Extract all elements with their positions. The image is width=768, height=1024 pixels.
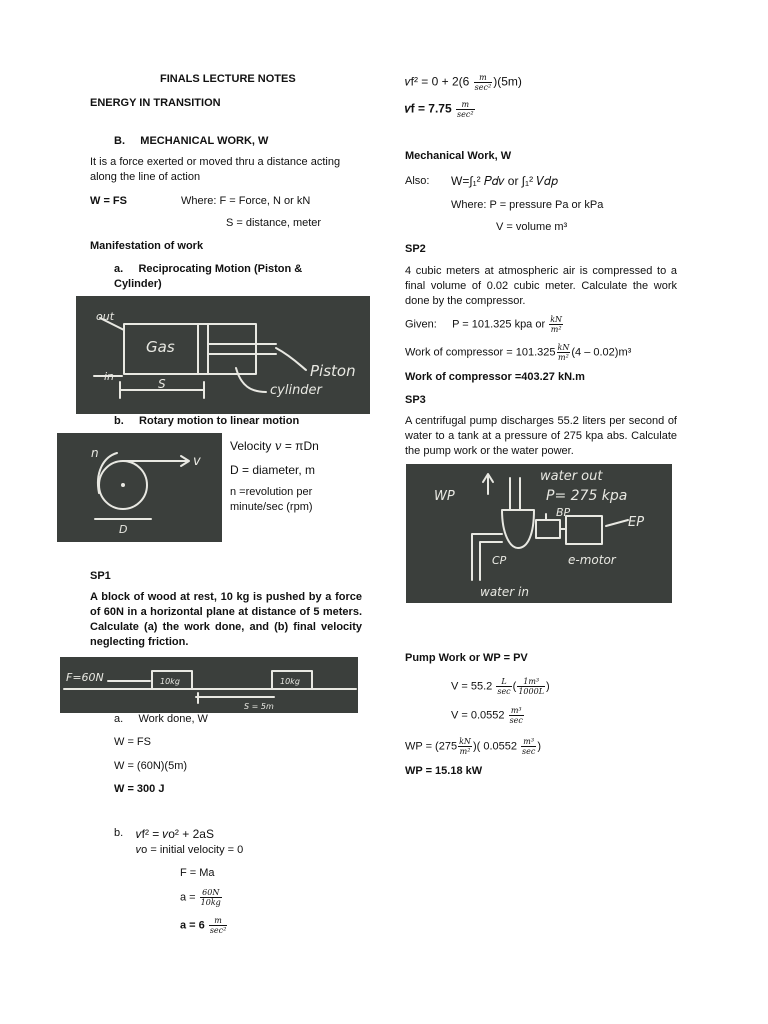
board-in-label: in [104, 370, 115, 383]
board-distance-label: S = 5m [244, 702, 274, 711]
topic-heading: ENERGY IN TRANSITION [90, 97, 221, 109]
board-cp-label: CP [492, 554, 507, 567]
sp2-heading: SP2 [405, 243, 426, 255]
pressure-definition: Where: P = pressure Pa or kPa [451, 199, 604, 211]
acceleration-result: a = 6 $\frac{m}{\text{sec²}}$ [180, 916, 227, 935]
newton-second-law: F = Ma [180, 867, 215, 879]
compressor-work-result: Work of compressor =403.27 kN.m [405, 371, 585, 383]
final-velocity-equation: 𝑣f² = 0 + 2(6 $\frac{m}{\text{sec²}}$ )(5m) [405, 73, 522, 92]
sp1-problem-text: A block of wood at rest, 10 kg is pushed by a force of 60N in a horizontal plane at distance of 5 meters. Calculate (a) the work done, and (b) final velocity neglecting friction. [90, 591, 362, 648]
volume-flow-result: V = 0.0552 $\frac{\text{m³}}{\sec}$ [451, 706, 523, 725]
piston-cylinder-photo [76, 296, 370, 414]
board-s-label: S [158, 377, 166, 391]
acceleration-formula: a = $\frac{60N}{10kg}$ [180, 888, 221, 907]
initial-velocity-note: 𝑣o = initial velocity = 0 [136, 844, 244, 856]
item-a-heading: a. Reciprocating Motion (Piston & Cylinder) [114, 263, 306, 290]
board-block2-label: 10kg [280, 677, 300, 686]
volume-flow-conversion: V = 55.2 $\frac{L}{\sec}$ ( $\frac{\text{1m³}}{1000L}$ ) [451, 677, 550, 696]
definition-text: It is a force exerted or moved thru a distance acting along the line of action [90, 156, 341, 183]
board-water-in-label: water in [480, 585, 529, 599]
board-v-label: v [193, 454, 201, 469]
board-cylinder-label: cylinder [270, 383, 322, 398]
work-calculation: W = (60N)(5m) [114, 760, 188, 772]
rotary-motion-photo [57, 433, 222, 542]
integral-formula: W=∫₁² 𝑃𝑑𝑣 or ∫₁² 𝑉𝑑𝑝 [451, 174, 558, 188]
board-d-label: D [119, 523, 128, 536]
where-distance: S = distance, meter [226, 217, 322, 229]
board-block1-label: 10kg [160, 677, 180, 686]
board-pressure-label: P= 275 kpa [546, 488, 628, 504]
board-gas-label: Gas [146, 338, 175, 356]
work-formula: W = FS [114, 736, 151, 748]
work-result: W = 300 J [114, 783, 165, 795]
board-wp-label: WP [434, 489, 455, 504]
volume-definition: V = volume m³ [496, 221, 568, 233]
item-b-heading: b. Rotary motion to linear motion [114, 415, 300, 427]
part-b-label: b. [114, 827, 124, 839]
board-piston-label: Piston [310, 362, 356, 380]
given-pressure: Given: P = 101.325 kpa or $\frac{kN}{\text{m²}}$ [405, 315, 563, 334]
board-motor-label: e-motor [568, 553, 616, 567]
page-title: FINALS LECTURE NOTES [160, 73, 296, 85]
velocity-formula: Velocity 𝑣 = πDn [230, 439, 319, 453]
board-bp-label: BP [556, 506, 571, 519]
sp3-heading: SP3 [405, 394, 426, 406]
formula-ws: W = FS [90, 195, 127, 207]
work-done-label: a. Work done, W [114, 713, 208, 725]
diameter-definition: D = diameter, m [230, 463, 316, 477]
pump-diagram-photo [406, 464, 672, 603]
where-force: Where: F = Force, N or kN [181, 195, 311, 207]
pump-work-result: WP = 15.18 kW [405, 765, 483, 777]
rpm-definition: n =revolution per minute/sec (rpm) [230, 486, 313, 513]
sp3-problem-text: A centrifugal pump discharges 55.2 liters per second of water to a tank at a pressure of 275 kpa abs. Calculate the pump work or the water power. [405, 415, 677, 457]
board-out-label: out [96, 310, 115, 323]
board-ep-label: EP [628, 515, 645, 530]
block-diagram-photo [60, 657, 358, 713]
pump-work-heading: Pump Work or WP = PV [405, 652, 528, 664]
sp1-heading: SP1 [90, 570, 111, 582]
board-water-out-label: water out [540, 469, 603, 484]
compressor-work-calc: Work of compressor = 101.325 $\frac{kN}{\text{m²}}$ (4 – 0.02)m³ [405, 343, 632, 362]
mechanical-work-heading: Mechanical Work, W [405, 150, 512, 162]
pump-work-calc: WP = (275 $\frac{kN}{\text{m²}}$ )( 0.0552 $\frac{\text{m³}}{\sec}$ ) [405, 737, 542, 756]
sp2-problem-text: 4 cubic meters at atmospheric air is compressed to a final volume of 0.02 cubic meter. Calculate the work done by the compressor. [405, 265, 677, 307]
board-n-label: n [91, 446, 99, 460]
kinematic-equation: 𝑣f² = 𝑣o² + 2aS [136, 827, 214, 841]
manifestation-heading: Manifestation of work [90, 240, 204, 252]
also-label: Also: [405, 175, 430, 187]
board-force-label: F=60N [66, 671, 104, 684]
final-velocity-result: 𝑣f = 7.75 $\frac{m}{\text{sec²}}$ [405, 100, 474, 119]
section-heading: B. MECHANICAL WORK, W [114, 135, 269, 147]
